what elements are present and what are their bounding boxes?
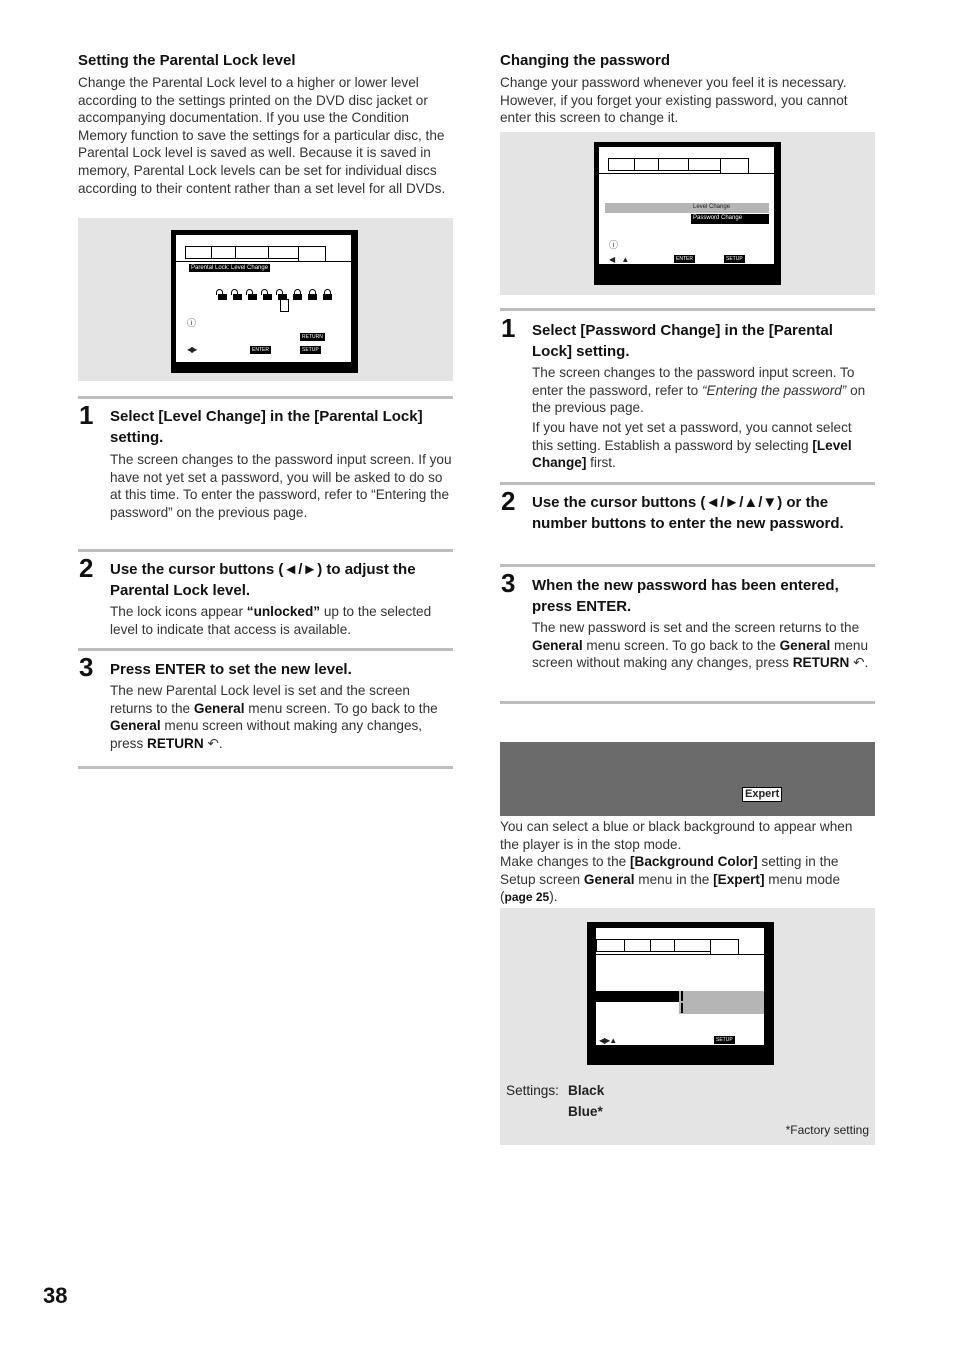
menu-tab <box>608 158 636 171</box>
menu-tab <box>185 246 213 259</box>
settings-label: Settings: <box>506 1083 559 1098</box>
divider <box>78 549 453 552</box>
password-screen-panel <box>500 132 875 295</box>
step-body: The screen changes to the password input screen. To enter the password, refer to “Entering the password” on the previous page. <box>532 365 866 415</box>
setup-label: SETUP <box>726 256 743 262</box>
unlocked-icon <box>218 289 227 300</box>
setting-option-black: Black <box>568 1083 605 1098</box>
step-title: Select [Password Change] in the [Parental Lock] setting. <box>532 322 833 360</box>
background-color-screen-panel <box>500 908 875 1145</box>
unlocked-icon <box>248 289 257 300</box>
left-right-cursor-icon: ◀▶ <box>187 345 196 354</box>
step-body: The new Parental Lock level is set and the screen returns to the General menu screen. To go back to the General menu screen without making any changes, press RETURN ↶. <box>110 683 438 751</box>
setting-options-box <box>679 991 764 1014</box>
menu-tab <box>596 939 626 952</box>
enter-label: ENTER <box>676 256 693 262</box>
divider <box>500 701 875 704</box>
setup-label: SETUP <box>716 1037 733 1043</box>
step-title: Use the cursor buttons (◄/►/▲/▼) or the number buttons to enter the new password. <box>532 494 844 532</box>
change-password-intro: Change your password whenever you feel it is necessary. However, if you forget your existing password, you cannot enter this screen to change it. <box>500 75 848 126</box>
step-number: 1 <box>501 313 516 343</box>
setting-row-highlight <box>596 991 679 1002</box>
tv-frame <box>594 142 781 285</box>
cursor-icons: ◀▶▲ <box>599 1036 617 1045</box>
option-marker <box>681 991 683 1001</box>
screen-title-bar: Parental Lock: Level Change <box>191 265 269 271</box>
tv-frame <box>587 922 774 1065</box>
setup-label: SETUP <box>302 347 319 353</box>
menu-tab <box>650 939 676 952</box>
background-instructions: Make changes to the [Background Color] setting in the Setup screen General menu in the [Expert] menu mode (page 25). <box>500 854 841 905</box>
parental-level-intro: Change the Parental Lock level to a higher or lower level according to the settings printed on the DVD disc jacket or accompanying documentation. If you use the Condition Memory function to save the settings for a particular disc, the Parental Lock level is saved as well. Because it is saved in memory, Parental Lock levels can be set for individual discs according to their content rather than a set level for all DVDs. <box>78 75 446 196</box>
divider <box>500 482 875 485</box>
step-number: 1 <box>79 400 94 430</box>
menu-option-password-change[interactable]: Password Change <box>691 214 769 224</box>
page-number: 38 <box>43 1283 68 1308</box>
return-icon: ↶ <box>207 735 219 751</box>
section-heading-parental-level: Setting the Parental Lock level <box>78 52 296 69</box>
divider <box>500 564 875 567</box>
divider <box>78 396 453 399</box>
lock-icon <box>323 289 332 300</box>
menu-tab-active <box>710 939 739 955</box>
menu-tab <box>674 939 712 952</box>
menu-tab <box>624 939 652 952</box>
divider <box>500 308 875 311</box>
tv-screen <box>176 235 351 362</box>
tv-screen <box>599 147 774 264</box>
setting-option-blue: Blue* <box>568 1104 603 1119</box>
menu-tab <box>688 158 722 171</box>
level-cursor <box>280 299 289 312</box>
menu-option-level-change[interactable]: Level Change <box>691 203 769 213</box>
enter-label: ENTER <box>252 347 269 353</box>
menu-tab <box>268 246 300 259</box>
setting-row-highlight <box>605 203 691 213</box>
parental-level-screen-panel <box>78 218 453 381</box>
step-body: The lock icons appear “unlocked” up to the selected level to indicate that access is available. <box>110 604 432 637</box>
lock-icon <box>293 289 302 300</box>
cursor-icons: ◀ ▲ <box>609 255 632 264</box>
divider <box>78 648 453 651</box>
tv-frame <box>171 230 358 373</box>
tv-screen <box>596 928 764 1045</box>
factory-setting-note: *Factory setting <box>785 1123 869 1137</box>
step-title: When the new password has been entered, press ENTER. <box>532 577 839 615</box>
section-heading-change-password: Changing the password <box>500 52 671 69</box>
menu-tab-active <box>720 158 749 174</box>
menu-tab <box>634 158 660 171</box>
info-icon: ⓘ <box>609 240 619 250</box>
step-number: 2 <box>79 553 94 583</box>
unlocked-icon <box>233 289 242 300</box>
option-marker <box>681 1003 683 1013</box>
unlocked-icon <box>263 289 272 300</box>
menu-tab-active <box>298 246 326 262</box>
return-label: RETURN <box>302 334 323 340</box>
menu-tab <box>658 158 690 171</box>
step-title: Use the cursor buttons (◄/►) to adjust the Parental Lock level. <box>110 561 416 599</box>
step-body-note: If you have not yet set a password, you cannot select this setting. Establish a password by selecting [Level Change] first. <box>532 420 852 470</box>
step-number: 3 <box>79 652 94 682</box>
divider <box>78 766 453 769</box>
lock-icons-row <box>218 287 338 305</box>
step-title: Press ENTER to set the new level. <box>110 661 352 678</box>
info-icon: ⓘ <box>187 318 197 328</box>
step-title: Select [Level Change] in the [Parental Lock] setting. <box>110 408 423 446</box>
step-body: The screen changes to the password input screen. If you have not yet set a password, you will be asked to do so at this time. To enter the password, refer to “Entering the password” on the previous page. <box>110 452 452 520</box>
step-number: 2 <box>501 486 516 516</box>
menu-tab <box>211 246 237 259</box>
background-color-section-banner <box>500 742 875 816</box>
step-body: The new password is set and the screen returns to the General menu screen. To go back to the General menu screen without making any changes, press RETURN ↶. <box>532 620 869 670</box>
step-number: 3 <box>501 568 516 598</box>
background-intro: You can select a blue or black background to appear when the player is in the stop mode. <box>500 819 853 852</box>
expert-badge: Expert <box>742 787 782 802</box>
menu-tab <box>235 246 270 259</box>
lock-icon <box>308 289 317 300</box>
return-icon: ↶ <box>853 655 865 670</box>
